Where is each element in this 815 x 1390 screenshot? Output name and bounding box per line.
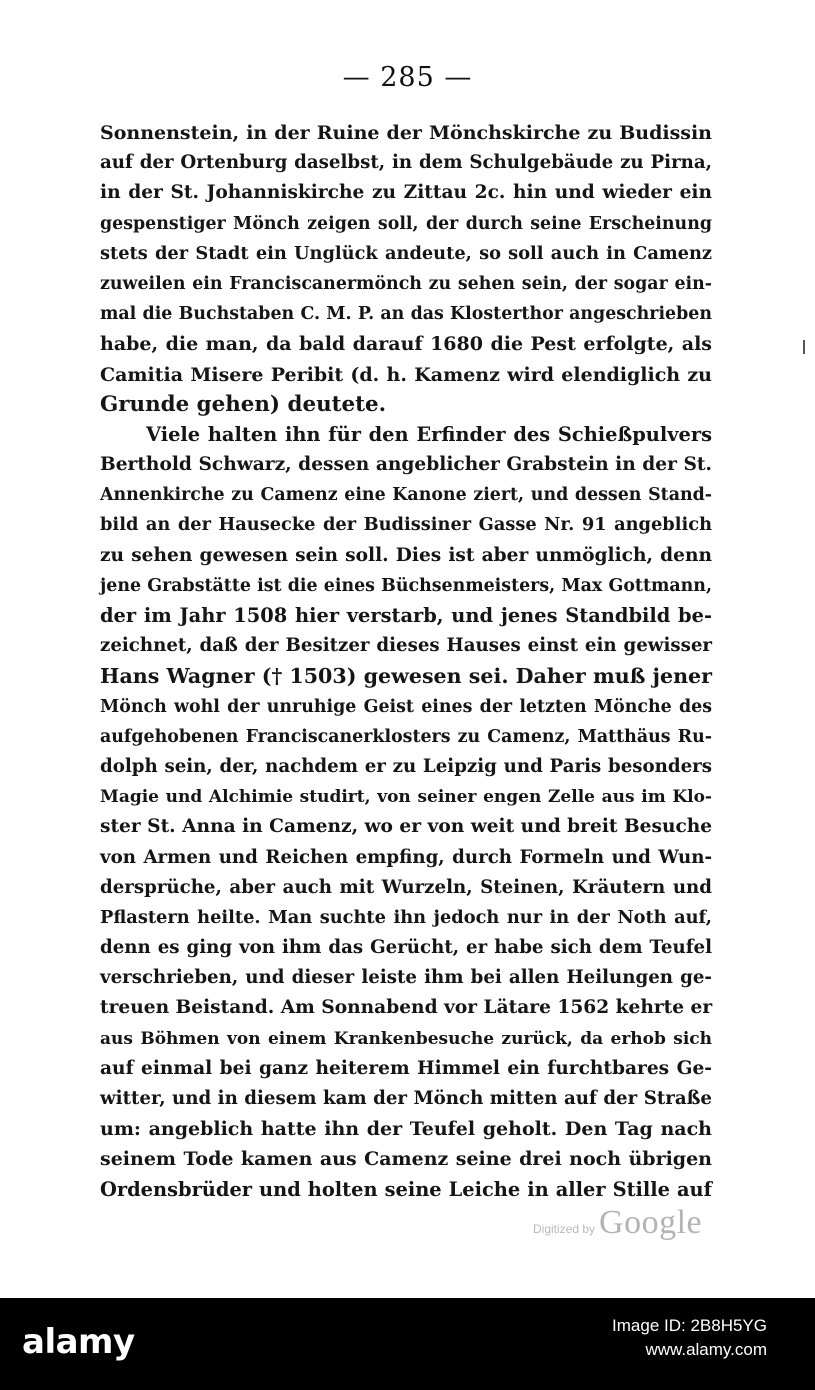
text-line: Grunde gehen) deutete. [100,391,387,417]
text-line: dersprüche, aber auch mit Wurzeln, Steinen, Kräutern und [100,876,712,898]
text-line: aufgehobenen Franciscanerklosters zu Camenz, Matthäus Ru- [100,726,712,747]
text-line: Sonnenstein, in der Ruine der Mönchskirche zu Budissin [100,122,712,144]
site-url: www.alamy.com [645,1340,767,1359]
page-number: — 285 — [342,62,473,93]
text-line: Camitia Misere Peribit (d. h. Kamenz wird elendiglich zu [100,363,712,386]
google-logo: Google [599,1204,703,1241]
text-line: treuen Beistand. Am Sonnabend vor Lätare 1562 kehrte er [100,997,713,1019]
margin-mark [803,340,805,354]
text-line: Pflastern heilte. Man suchte ihn jedoch nur in der Noth auf, [100,906,712,928]
text-line: der im Jahr 1508 hier verstarb, und jenes Standbild be- [100,604,712,627]
text-line: zu sehen gewesen sein soll. Dies ist aber unmöglich, denn [100,544,712,566]
text-line: von Armen und Reichen empfing, durch Formeln und Wun- [100,846,712,868]
text-line: stets der Stadt ein Unglück andeute, so soll auch in Camenz [100,242,712,264]
text-line: denn es ging von ihm das Gerücht, er habe sich dem Teufel [100,937,712,959]
text-line: dolph sein, der, nachdem er zu Leipzig und Paris besonders [100,755,712,777]
alamy-logo: alamy [22,1322,135,1362]
page-body-text [100,118,712,1205]
text-line: um: angeblich hatte ihn der Teufel geholt. Den Tag nach [100,1118,712,1141]
text-line: jene Grabstätte ist die eines Büchsenmeisters, Max Gottmann, [100,575,712,596]
digitized-by-label: Digitized by [533,1222,596,1236]
text-line: Magie und Alchimie studirt, von seiner engen Zelle aus im Klo- [100,787,712,808]
text-line: bild an der Hausecke der Budissiner Gasse Nr. 91 angeblich [100,514,712,536]
text-line: aus Böhmen von einem Krankenbesuche zurück, da erhob sich [100,1028,712,1049]
text-line: Ordensbrüder und holten seine Leiche in aller Stille auf [100,1177,712,1201]
text-line: seinem Tode kamen aus Camenz seine drei noch übrigen [100,1148,712,1171]
text-line: verschrieben, und dieser leiste ihm bei allen Heilungen ge- [100,967,712,989]
text-line: gespenstiger Mönch zeigen soll, der durch seine Erscheinung [100,213,712,234]
text-line: Annenkirche zu Camenz eine Kanone ziert, und dessen Stand- [100,485,712,506]
text-line: Mönch wohl der unruhige Geist eines der letzten Mönche des [100,696,712,717]
text-line: witter, und in diesem kam der Mönch mitten auf der Straße [100,1088,712,1109]
text-line: Berthold Schwarz, dessen angeblicher Grabstein in der St. [100,454,712,476]
google-watermark [533,1204,702,1242]
text-line: mal die Buchstaben C. M. P. an das Klosterthor angeschrieben [100,304,712,325]
stock-footer-bar [0,1298,815,1390]
text-line: habe, die man, da bald darauf 1680 die Pest erfolgte, als [100,333,712,356]
text-line: in der St. Johanniskirche zu Zittau 2c. hin und wieder ein [100,182,712,204]
text-line: auf einmal bei ganz heiterem Himmel ein furchtbares Ge- [100,1057,712,1079]
text-line: ster St. Anna in Camenz, wo er von weit und breit Besuche [100,816,713,838]
text-line: zeichnet, daß der Besitzer dieses Hauses einst ein gewisser [100,635,712,657]
text-line: zuweilen ein Franciscanermönch zu sehen sein, der sogar ein- [100,273,712,294]
text-line: Viele halten ihn für den Erfinder des Schießpulvers [146,422,712,446]
text-line: Hans Wagner († 1503) gewesen sei. Daher muß jener [100,664,713,689]
image-id-label: Image ID: 2B8H5YG [612,1316,767,1335]
text-line: auf der Ortenburg daselbst, in dem Schulgebäude zu Pirna, [100,152,712,174]
